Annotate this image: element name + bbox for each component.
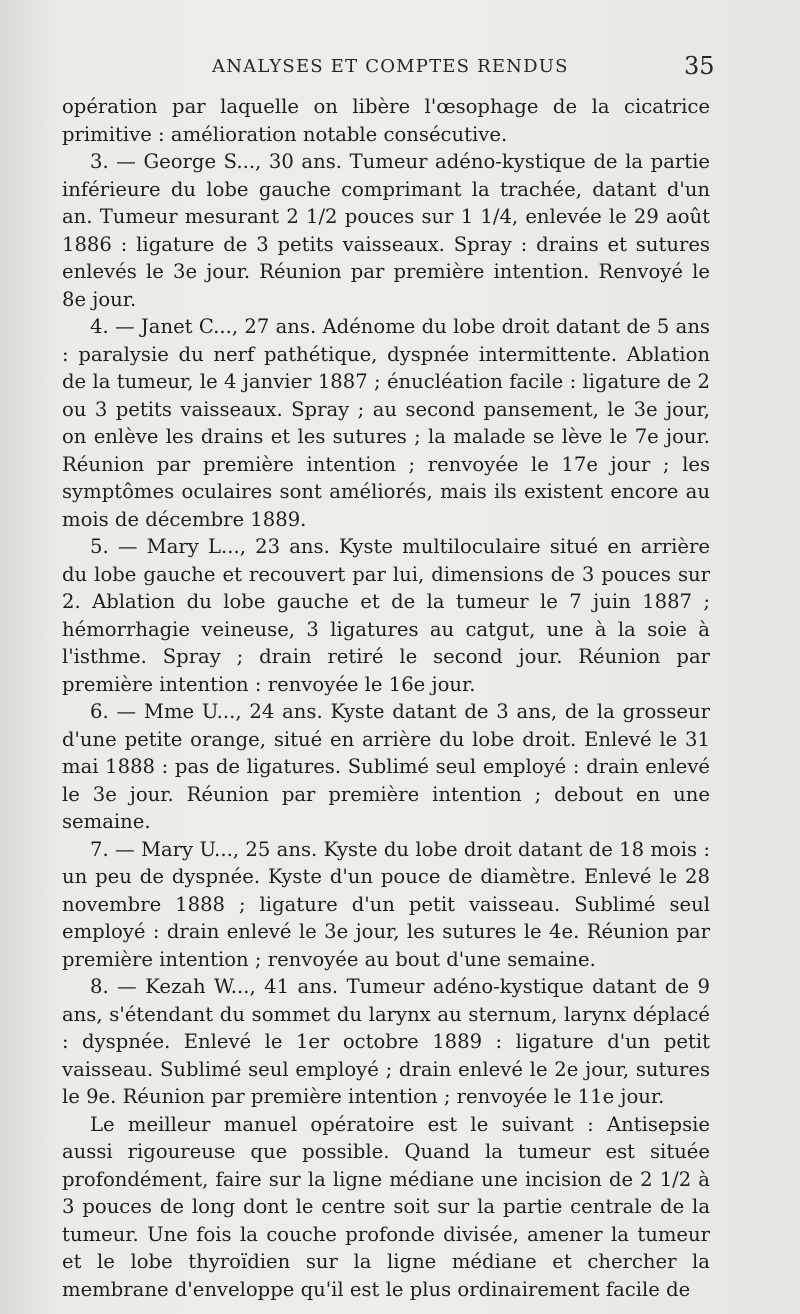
paragraph-continuation: opération par laquelle on libère l'œsophage de la cicatrice primitive : amélioration notable consécutive. — [62, 95, 710, 146]
case-8-paragraph: 8. — Kezah W..., 41 ans. Tumeur adéno-kystique datant de 9 ans, s'étendant du sommet du larynx au sternum, larynx déplacé : dyspnée. Enlevé le 1er octobre 1889 : ligature d'un petit vaisseau. Sublimé seul employé ; drain enlevé le 2e jour, sutures le 9e. Réunion par première intention ; renvoyée le 11e jour. — [62, 975, 710, 1108]
running-title: ANALYSES ET COMPTES RENDUS — [212, 56, 569, 77]
case-5-paragraph: 5. — Mary L..., 23 ans. Kyste multiloculaire situé en arrière du lobe gauche et recouvert par lui, dimensions de 3 pouces sur 2. Ablation du lobe gauche et de la tumeur le 7 juin 1887 ; hémorrhagie veineuse, 3 ligatures au catgut, une à la soie à l'isthme. Spray ; drain retiré le second jour. Réunion par première intention : renvoyée le 16e jour. — [62, 535, 710, 696]
case-4-paragraph: 4. — Janet C..., 27 ans. Adénome du lobe droit datant de 5 ans : paralysie du nerf pathétique, dyspnée intermittente. Ablation de la tumeur, le 4 janvier 1887 ; énucléation facile : ligature de 2 ou 3 petits vaisseaux. Spray ; au second pansement, le 3e jour, on enlève les drains et les sutures ; la malade se lève le 7e jour. Réunion par première intention ; renvoyée le 17e jour ; les symptômes oculaires sont améliorés, mais ils existent encore au mois de décembre 1889. — [62, 315, 710, 531]
page-number: 35 — [684, 52, 715, 80]
case-7-paragraph: 7. — Mary U..., 25 ans. Kyste du lobe droit datant de 18 mois : un peu de dyspnée. Kyste d'un pouce de diamètre. Enlevé le 28 novembre 1888 ; ligature d'un petit vaisseau. Sublimé seul employé : drain enlevé le 3e jour, les sutures le 4e. Réunion par première intention ; renvoyée au bout d'une semaine. — [62, 837, 710, 971]
case-3-paragraph: 3. — George S..., 30 ans. Tumeur adéno-kystique de la partie inférieure du lobe gauche comprimant la trachée, datant d'un an. Tumeur mesurant 2 1/2 pouces sur 1 1/4, enlevée le 29 août 1886 : ligature de 3 petits vaisseaux. Spray : drains et sutures enlevés le 3e jour. Réunion par première intention. Renvoyé le 8e jour. — [62, 150, 710, 311]
operative-method-paragraph: Le meilleur manuel opératoire est le suivant : Antisepsie aussi rigoureuse que possible. Quand la tumeur est située profondément, faire sur la ligne médiane une incision de 2 1/2 à 3 pouces de long dont le centre soit sur la partie centrale de la tumeur. Une fois la couche profonde divisée, amener la tumeur et le lobe thyroïdien sur la ligne médiane et chercher la membrane d'enveloppe qu'il est le plus ordinairement facile de — [62, 1112, 710, 1301]
body-text — [62, 93, 710, 1303]
case-6-paragraph: 6. — Mme U..., 24 ans. Kyste datant de 3 ans, de la grosseur d'une petite orange, situé en arrière du lobe droit. Enlevé le 31 mai 1888 : pas de ligatures. Sublimé seul employé : drain enlevé le 3e jour. Réunion par première intention ; debout en une semaine. — [62, 700, 710, 833]
page-header — [0, 50, 800, 84]
